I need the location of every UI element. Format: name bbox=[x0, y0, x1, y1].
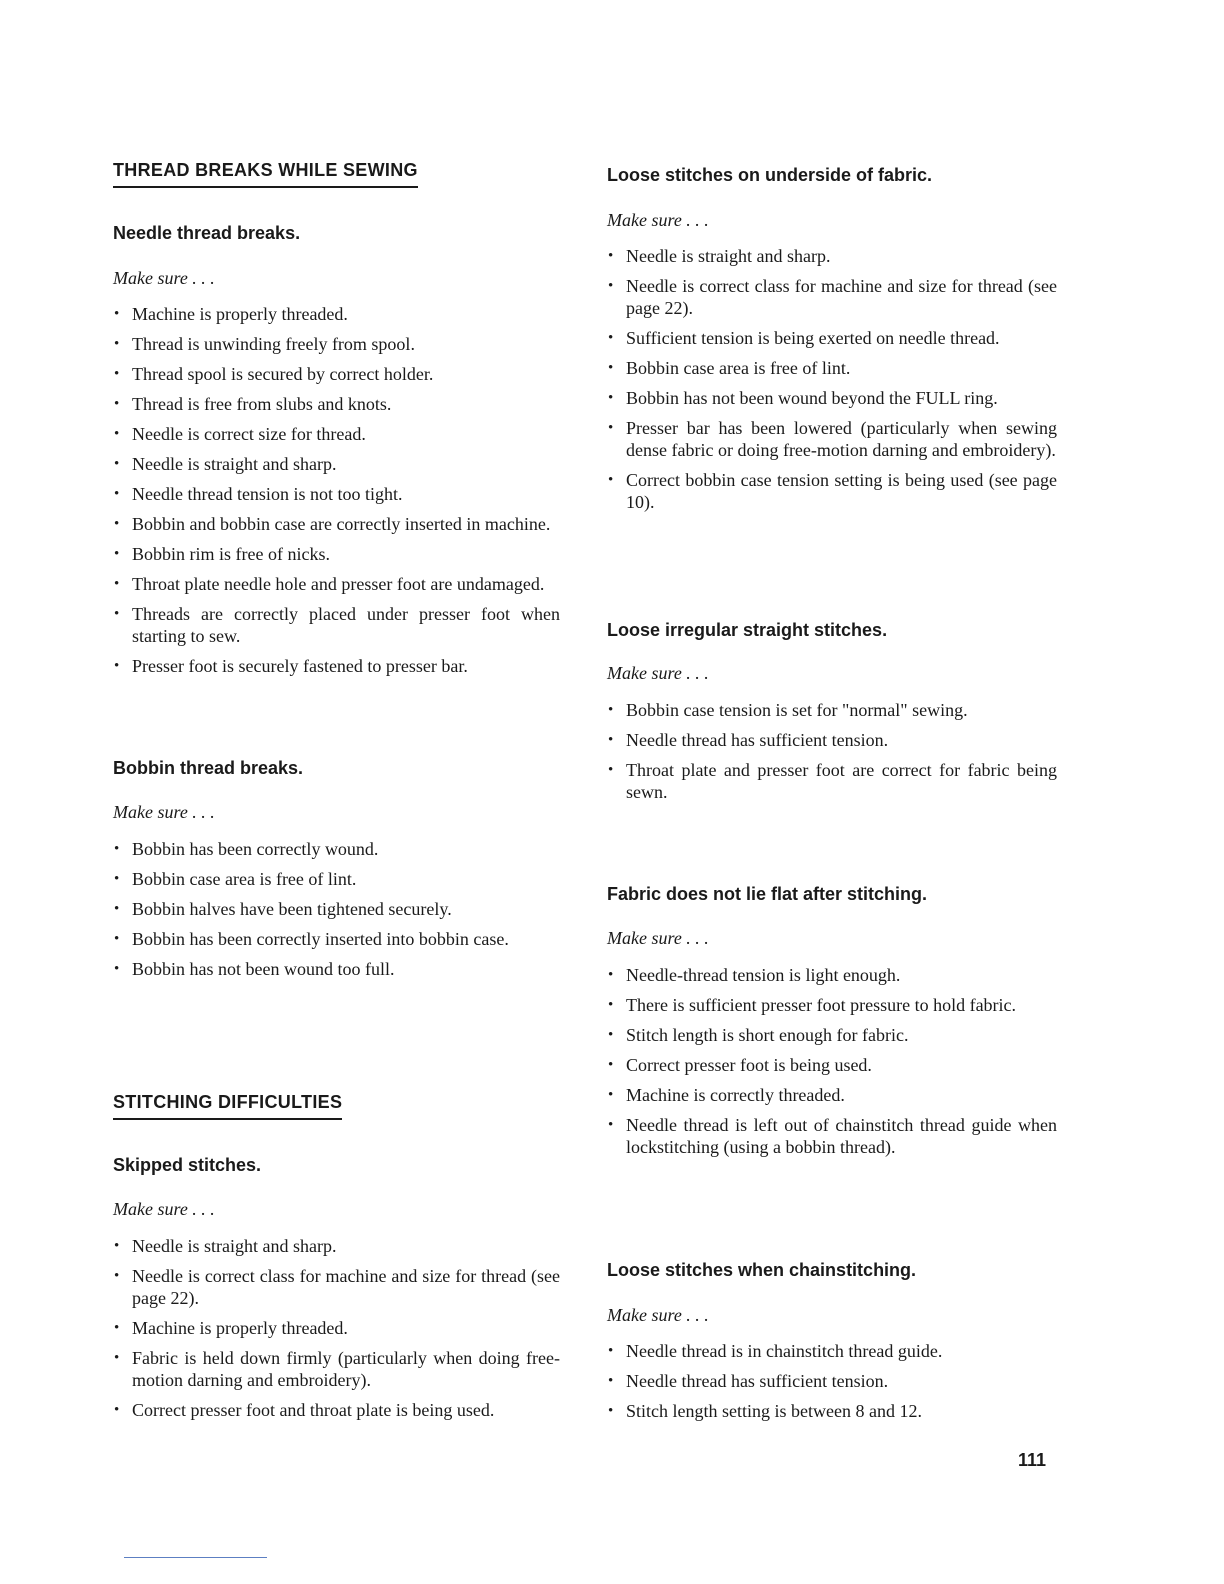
list-item: • Bobbin halves have been tightened securely. bbox=[113, 898, 560, 920]
make-sure-label: Make sure . . . bbox=[113, 802, 215, 822]
make-sure-label: Make sure . . . bbox=[607, 210, 709, 230]
list-item: • Presser bar has been lowered (particularly when sewing dense fabric or doing free-motion darning and embroidery). bbox=[607, 417, 1057, 461]
heading-bobbin-thread-breaks: Bobbin thread breaks. bbox=[113, 758, 304, 778]
list-item: • Thread is unwinding freely from spool. bbox=[113, 333, 560, 355]
underside-list-wrap bbox=[607, 245, 1057, 513]
list-item: • Thread is free from slubs and knots. bbox=[113, 393, 560, 415]
list-item: • Needle thread is in chainstitch thread guide. bbox=[607, 1340, 1057, 1362]
make-sure-label: Make sure . . . bbox=[607, 928, 709, 948]
chainstitch-list-wrap bbox=[607, 1340, 1057, 1422]
list-item: • Machine is properly threaded. bbox=[113, 303, 560, 325]
make-sure-needle-wrap bbox=[113, 268, 560, 289]
make-sure-label: Make sure . . . bbox=[607, 1305, 709, 1325]
list-item: • Machine is correctly threaded. bbox=[607, 1084, 1057, 1106]
make-sure-chainstitch-wrap bbox=[607, 1305, 1057, 1326]
make-sure-irregular-wrap bbox=[607, 663, 1057, 684]
list-item: • Needle is correct size for thread. bbox=[113, 423, 560, 445]
list-item: • Bobbin case area is free of lint. bbox=[113, 868, 560, 890]
list-item: • Bobbin has not been wound too full. bbox=[113, 958, 560, 980]
list-item: • Needle is straight and sharp. bbox=[113, 1235, 560, 1257]
list-item: • Throat plate needle hole and presser foot are undamaged. bbox=[113, 573, 560, 595]
list-item: • Bobbin has not been wound beyond the FULL ring. bbox=[607, 387, 1057, 409]
list-item: • Correct bobbin case tension setting is being used (see page 10). bbox=[607, 469, 1057, 513]
bobbin-thread-breaks-list bbox=[113, 838, 560, 980]
list-item: • Bobbin rim is free of nicks. bbox=[113, 543, 560, 565]
section-title-stitching-difficulties: STITCHING DIFFICULTIES bbox=[113, 1092, 342, 1120]
list-item: • Correct presser foot is being used. bbox=[607, 1054, 1057, 1076]
list-item: • Needle is straight and sharp. bbox=[113, 453, 560, 475]
loose-underside-list bbox=[607, 245, 1057, 513]
heading-loose-chainstitching: Loose stitches when chainstitching. bbox=[607, 1260, 917, 1280]
needle-thread-breaks-group bbox=[113, 223, 560, 244]
heading-skipped-stitches: Skipped stitches. bbox=[113, 1155, 262, 1175]
list-item: • Fabric is held down firmly (particularly when doing free-motion darning and embroidery). bbox=[113, 1347, 560, 1391]
skipped-stitches-group bbox=[113, 1155, 560, 1176]
list-item: • Machine is properly threaded. bbox=[113, 1317, 560, 1339]
list-item: • Bobbin and bobbin case are correctly inserted in machine. bbox=[113, 513, 560, 535]
list-item: • Needle thread tension is not too tight. bbox=[113, 483, 560, 505]
list-item: • Bobbin case area is free of lint. bbox=[607, 357, 1057, 379]
needle-thread-breaks-list bbox=[113, 303, 560, 677]
list-item: • Needle thread has sufficient tension. bbox=[607, 1370, 1057, 1392]
list-item: • Needle thread is left out of chainstitch thread guide when lockstitching (using a bobbin thread). bbox=[607, 1114, 1057, 1158]
chainstitch-group bbox=[607, 1260, 1057, 1281]
list-item: • Correct presser foot and throat plate is being used. bbox=[113, 1399, 560, 1421]
make-sure-skipped-wrap bbox=[113, 1199, 560, 1220]
underside-group bbox=[607, 165, 1057, 186]
list-item: • Sufficient tension is being exerted on needle thread. bbox=[607, 327, 1057, 349]
list-item: • Needle is correct class for machine and size for thread (see page 22). bbox=[113, 1265, 560, 1309]
list-item: • Needle thread has sufficient tension. bbox=[607, 729, 1057, 751]
list-item: • Needle is correct class for machine and size for thread (see page 22). bbox=[607, 275, 1057, 319]
fabric-not-flat-list bbox=[607, 964, 1057, 1158]
irregular-group bbox=[607, 620, 1057, 641]
make-sure-flat-wrap bbox=[607, 928, 1057, 949]
loose-irregular-list bbox=[607, 699, 1057, 803]
list-item: • Bobbin has been correctly inserted into bobbin case. bbox=[113, 928, 560, 950]
loose-chainstitching-list bbox=[607, 1340, 1057, 1422]
list-item: • Needle-thread tension is light enough. bbox=[607, 964, 1057, 986]
skipped-list-wrap bbox=[113, 1235, 560, 1421]
make-sure-underside-wrap bbox=[607, 210, 1057, 231]
list-item: • Throat plate and presser foot are correct for fabric being sewn. bbox=[607, 759, 1057, 803]
flat-group bbox=[607, 884, 1057, 905]
heading-needle-thread-breaks: Needle thread breaks. bbox=[113, 223, 301, 243]
make-sure-bobbin-wrap bbox=[113, 802, 560, 823]
section-title-thread-breaks: THREAD BREAKS WHILE SEWING bbox=[113, 160, 418, 188]
list-item: • Stitch length is short enough for fabric. bbox=[607, 1024, 1057, 1046]
heading-loose-underside: Loose stitches on underside of fabric. bbox=[607, 165, 933, 185]
thread-breaks-section bbox=[113, 160, 560, 188]
list-item: • Thread spool is secured by correct holder. bbox=[113, 363, 560, 385]
list-item: • Stitch length setting is between 8 and 12. bbox=[607, 1400, 1057, 1422]
flat-list-wrap bbox=[607, 964, 1057, 1158]
list-item: • Presser foot is securely fastened to presser bar. bbox=[113, 655, 560, 677]
bottom-divider bbox=[124, 1557, 267, 1558]
make-sure-label: Make sure . . . bbox=[607, 663, 709, 683]
heading-loose-irregular: Loose irregular straight stitches. bbox=[607, 620, 888, 640]
make-sure-label: Make sure . . . bbox=[113, 1199, 215, 1219]
stitching-difficulties-section bbox=[113, 1092, 560, 1120]
bobbin-thread-breaks-group bbox=[113, 758, 560, 779]
needle-list-wrap bbox=[113, 303, 560, 677]
list-item: • Needle is straight and sharp. bbox=[607, 245, 1057, 267]
bobbin-list-wrap bbox=[113, 838, 560, 980]
list-item: • Threads are correctly placed under presser foot when starting to sew. bbox=[113, 603, 560, 647]
make-sure-label: Make sure . . . bbox=[113, 268, 215, 288]
page-number: 111 bbox=[1018, 1450, 1047, 1470]
skipped-stitches-list bbox=[113, 1235, 560, 1421]
list-item: • Bobbin has been correctly wound. bbox=[113, 838, 560, 860]
list-item: • Bobbin case tension is set for "normal" sewing. bbox=[607, 699, 1057, 721]
irregular-list-wrap bbox=[607, 699, 1057, 803]
list-item: • There is sufficient presser foot pressure to hold fabric. bbox=[607, 994, 1057, 1016]
heading-fabric-not-flat: Fabric does not lie flat after stitching. bbox=[607, 884, 928, 904]
